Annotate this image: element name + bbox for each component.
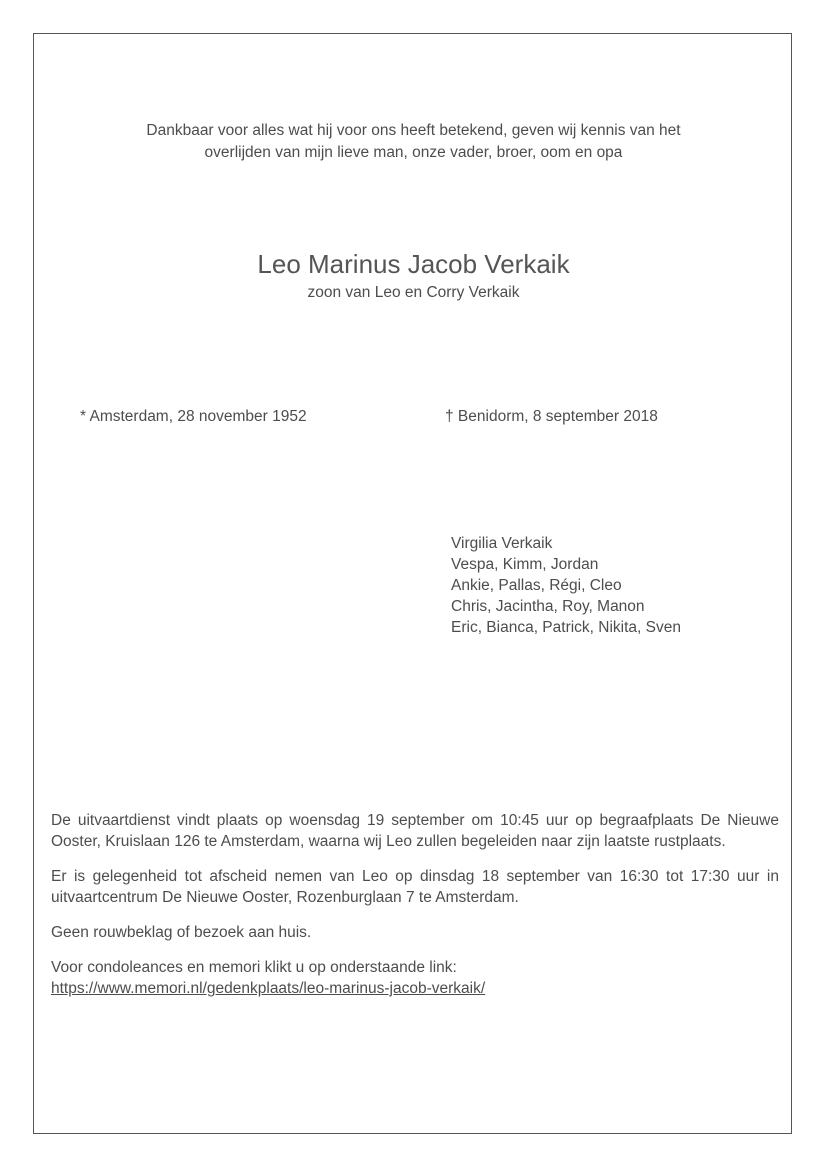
birth-info: * Amsterdam, 28 november 1952 (80, 408, 307, 425)
no-visit-paragraph: Geen rouwbeklag of bezoek aan huis. (51, 924, 312, 941)
deceased-name: Leo Marinus Jacob Verkaik (257, 249, 570, 279)
family-line: Ankie, Pallas, Régi, Cleo (451, 577, 622, 594)
intro-line: Dankbaar voor alles wat hij voor ons heeft betekend, geven wij kennis van het (146, 122, 681, 139)
service-paragraph: De uitvaartdienst vindt plaats op woensdag 19 september om 10:45 uur op begraafplaats De Nieuwe Ooster, Kruislaan 126 te Amsterdam, waarna wij Leo zullen begeleiden naar zijn laatste rustplaats. (51, 812, 779, 850)
deceased-parents: zoon van Leo en Corry Verkaik (307, 284, 520, 301)
condolence-link[interactable]: https://www.memori.nl/gedenkplaats/leo-marinus-jacob-verkaik/ (51, 980, 486, 997)
family-line: Virgilia Verkaik (451, 535, 553, 552)
death-info: † Benidorm, 8 september 2018 (445, 408, 658, 425)
funeral-details (51, 810, 779, 999)
farewell-paragraph: Er is gelegenheid tot afscheid nemen van Leo op dinsdag 18 september van 16:30 tot 17:30 uur in uitvaartcentrum De Nieuwe Ooster, Rozenburglaan 7 te Amsterdam. (51, 868, 779, 906)
intro-line: overlijden van mijn lieve man, onze vader, broer, oom en opa (204, 144, 623, 161)
family-line: Eric, Bianca, Patrick, Nikita, Sven (451, 619, 681, 636)
condolence-text: Voor condoleances en memori klikt u op onderstaande link: (51, 959, 457, 976)
family-line: Vespa, Kimm, Jordan (451, 556, 599, 573)
intro-text (34, 120, 793, 164)
family-line: Chris, Jacintha, Roy, Manon (451, 598, 645, 615)
family-list (451, 533, 681, 638)
condolence-paragraph (51, 957, 779, 999)
obituary-card (33, 33, 792, 1134)
